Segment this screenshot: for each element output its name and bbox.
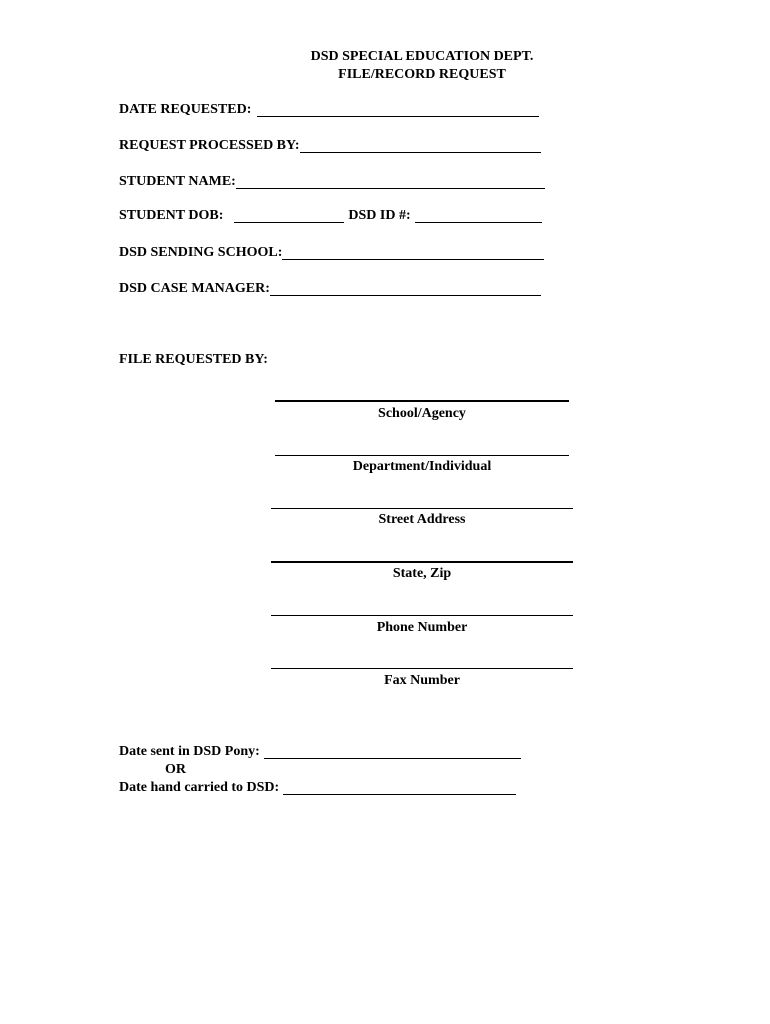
fax-line[interactable] <box>271 668 573 669</box>
student-name-row <box>119 173 545 191</box>
student-dob-field[interactable] <box>234 208 344 223</box>
pony-label: Date sent in DSD Pony: <box>119 744 260 759</box>
form-title-line2: FILE/RECORD REQUEST <box>338 67 506 82</box>
student-dob-label: STUDENT DOB: <box>119 208 224 223</box>
state-zip-line[interactable] <box>271 561 573 563</box>
date-requested-field[interactable] <box>257 102 539 117</box>
form-title-line1: DSD SPECIAL EDUCATION DEPT. <box>310 49 534 64</box>
pony-date-field[interactable] <box>264 744 521 759</box>
date-requested-row <box>119 101 539 119</box>
dsd-id-label: DSD ID #: <box>348 208 411 223</box>
state-zip-caption: State, Zip <box>392 566 452 581</box>
school-agency-line[interactable] <box>275 400 569 402</box>
student-name-field[interactable] <box>236 174 545 189</box>
date-requested-label: DATE REQUESTED: <box>119 102 252 117</box>
school-agency-caption: School/Agency <box>378 406 466 421</box>
or-text: OR <box>165 762 186 777</box>
phone-caption: Phone Number <box>376 620 468 635</box>
processed-by-row <box>119 137 541 155</box>
hand-carried-date-field[interactable] <box>283 780 516 795</box>
sending-school-field[interactable] <box>282 245 544 260</box>
dob-id-row <box>119 207 542 225</box>
fax-caption: Fax Number <box>384 673 460 688</box>
case-manager-field[interactable] <box>270 281 541 296</box>
street-address-caption: Street Address <box>378 512 466 527</box>
phone-line[interactable] <box>271 615 573 616</box>
hand-carried-label: Date hand carried to DSD: <box>119 780 280 795</box>
processed-by-field[interactable] <box>300 138 541 153</box>
student-name-label: STUDENT NAME: <box>119 174 236 189</box>
hand-carried-row <box>119 779 516 797</box>
processed-by-label: REQUEST PROCESSED BY: <box>119 138 300 153</box>
case-manager-row <box>119 280 541 298</box>
pony-row <box>119 743 521 761</box>
case-manager-label: DSD CASE MANAGER: <box>119 281 270 296</box>
street-address-line[interactable] <box>271 508 573 509</box>
dsd-id-field[interactable] <box>415 208 542 223</box>
sending-school-label: DSD SENDING SCHOOL: <box>119 245 283 260</box>
sending-school-row <box>119 244 544 262</box>
file-requested-by-heading: FILE REQUESTED BY: <box>119 352 268 367</box>
department-caption: Department/Individual <box>352 459 492 474</box>
department-line[interactable] <box>275 455 569 456</box>
